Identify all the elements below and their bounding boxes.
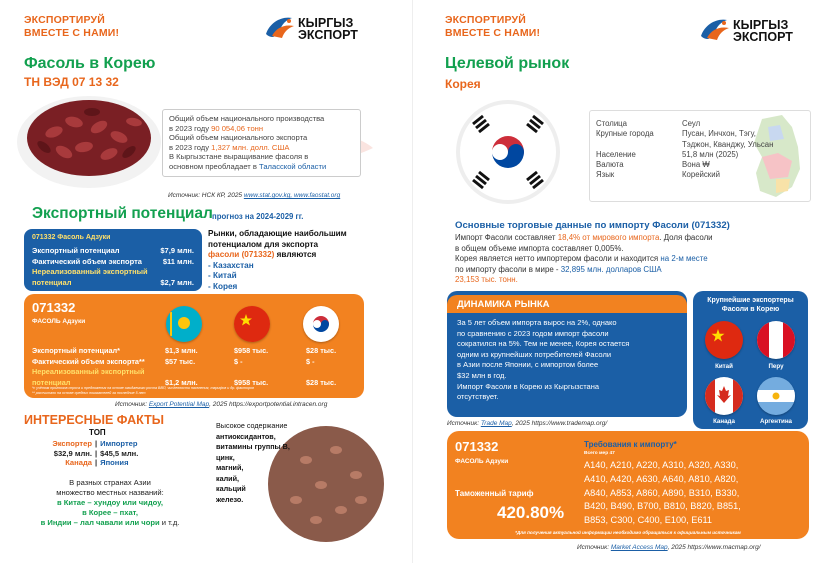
logo-bird-icon <box>262 14 296 44</box>
top-table: Экспортер | Импортер $32,9 млн. | $45,5 млн. Канада | Япония <box>52 439 139 468</box>
argentina-flag-icon <box>757 377 795 415</box>
nutrients-list: Высокое содержание антиоксидантов, витамины группы В, цинк, магний, калий, кальций железо. <box>216 421 290 504</box>
country-subtitle: Корея <box>445 77 481 91</box>
page-title: Фасоль в Корею <box>24 55 156 72</box>
logo-bird-icon <box>697 16 731 46</box>
markets-list: Рынки, обладающие наибольшим потенциалом для экспорта фасоли (071332) являются - Казахстан - Китай - Корея <box>208 229 347 291</box>
slogan: ЭКСПОРТИРУЙ ВМЕСТЕ С НАМИ! <box>24 14 120 39</box>
source-nsk: Источник: НСК КР, 2025 www.stat.gov.kg, www.faostat.org <box>168 192 341 199</box>
logo: КЫРГЫЗ ЭКСПОРТ <box>697 16 793 46</box>
left-page <box>0 0 412 563</box>
production-info-box: Общий объем национального производства в 2023 году 90 054,06 тонн Общий объем национального экспорта в 2023 году 1,327 млн. долл. США В Кыргызстане выращивание фасоля в основном преобладает в Таласской области <box>162 109 361 177</box>
kazakhstan-flag-icon <box>166 306 202 342</box>
china-flag-icon <box>705 321 743 359</box>
slogan: ЭКСПОРТИРУЙ ВМЕСТЕ С НАМИ! <box>445 14 541 39</box>
canada-flag-icon <box>705 377 743 415</box>
potential-title: Экспортный потенциал <box>32 205 213 222</box>
hs-code: ТН ВЭД 07 13 32 <box>24 75 119 89</box>
orange-labels: Экспортный потенциал* Фактический объем экспорта** Нереализованный экспортный потенциал <box>32 346 145 387</box>
peru-flag-icon <box>757 321 795 359</box>
col-korea: $28 тыс. $ - $28 тыс. <box>306 346 337 387</box>
potential-period: прогноз на 2024-2029 гг. <box>212 212 304 221</box>
beans-bowl-image <box>14 92 164 190</box>
col-kazakhstan: $1,3 млн. $57 тыс. $1,2 млн. <box>165 346 198 387</box>
right-page <box>413 0 825 563</box>
market-dynamics-card: ДИНАМИКА РЫНКА За 5 лет объем импорта вырос на 2%, однако по сравнению с 2023 годом импорт фасоли сократился на 5%. Тем не менее, Корея остается одним из крупнейших потребителей Фасоли в Азии после Японии, с импортом более $32 млн в год. Импорт Фасоли в Корею из Кыргызстана отсутствует. <box>447 291 687 417</box>
top-label: ТОП <box>89 428 106 437</box>
asia-names: В разных странах Азии множество местных названий: в Китае – хундоу или чидоу, в Корее – пхат, в Индии – лал чавали или чори и т.д. <box>40 478 180 527</box>
source-trademap: Источник: Trade Map, 2025 https://www.trademap.org/ <box>447 420 608 427</box>
country-facts-table: Столица Сеул Крупные города Пусан, Инчхон, Тэгу, Тэджон, Кванджу, Ульсан Население 51,8 млн (2025) Валюта Вона ₩ Язык Корейский <box>596 119 774 180</box>
logo: КЫРГЫЗ ЭКСПОРТ <box>262 14 358 44</box>
source-link[interactable]: Market Access Map <box>610 544 668 551</box>
tariff-value: 420.80% <box>497 503 565 522</box>
page-title: Целевой рынок <box>445 55 570 72</box>
source-epm: Источник: Export Potential Map, 2025 https://exportpotential.intracen.org <box>115 401 328 408</box>
korea-flag-circle-icon <box>453 98 563 206</box>
korea-flag-icon <box>303 306 339 342</box>
orange-potential-card: 071332 ФАСОЛЬ Адзуки Экспортный потенциал* Фактический объем экспорта** Нереализованный экспортный потенциал $1,3 млн. $57 тыс. $1,2 млн. $958 тыс. $ - $958 тыс. $28 тыс. $ - $28 тыс. *с учётом прогнозов спроса и предложения на основе ожидаемого роста ВВП, численности населения, тарифов и др. факторов ** рассчитано на основе средних показателей за последние 5 лет <box>24 294 364 398</box>
tariff-requirements-card: 071332 ФАСОЛЬ Адзуки Таможенный тариф 420.80% Требования к импорту* Всего мер 47 A140, A210, A220, A310, A320, A330, A410, A420, A630, A640, A810, A820, A840, A853, A860, A890, B310, B330, B420, B490, B700, B810, B820, B851, B853, C300, C400, E100, E611 *Для получения актуальной информации необходимо обращаться к официальным источникам <box>447 431 809 539</box>
source-macmap: Источник: Market Access Map, 2025 https://www.macmap.org/ <box>577 544 761 551</box>
china-flag-icon <box>234 306 270 342</box>
col-china: $958 тыс. $ - $958 тыс. <box>234 346 269 387</box>
source-link[interactable]: Export Potential Map <box>148 401 210 408</box>
country-facts-box <box>589 110 811 202</box>
blue-potential-card: 071332 Фасоль Адзуки Экспортный потенциал $7,9 млн. Фактический объем экспорта $11 млн. Нереализованный экспортный потенциал $2,7 млн. <box>24 229 202 291</box>
source-link[interactable]: www.stat.gov.kg, www.faostat.org <box>243 192 341 199</box>
card-head: 071332 Фасоль Адзуки <box>32 234 111 241</box>
top-exporters-card: Крупнейшие экспортеры Фасоли в Корею Китай Перу Канада Аргентина <box>693 291 808 429</box>
facts-title: ИНТЕРЕСНЫЕ ФАКТЫ <box>24 413 164 427</box>
trade-text: Импорт Фасоли составляет 18,4% от мирового импорта. Доля фасоли в общем объеме импорта составляет 0,005%. Корея является нетто импортером фасоли и находится на 2-м месте по импорту фасоли в мире - 32,895 млн. долларов США 23,153 тыс. тонн. <box>455 233 713 284</box>
source-link[interactable]: Trade Map <box>480 420 512 427</box>
trade-title: Основные торговые данные по импорту Фасоли (071332) <box>455 220 730 231</box>
